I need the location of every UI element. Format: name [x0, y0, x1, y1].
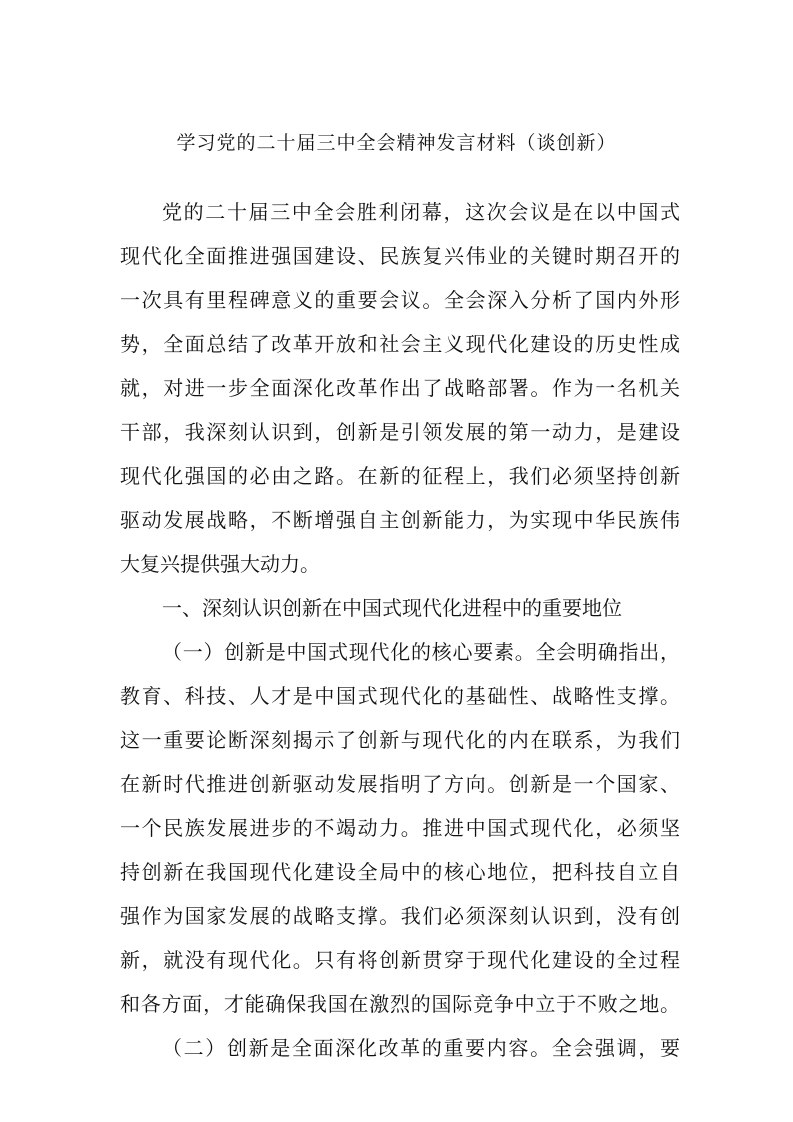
paragraph-line: 党的二十届三中全会胜利闭幕，这次会议是在以中国式 — [162, 200, 680, 224]
paragraph-line: 新，就没有现代化。只有将创新贯穿于现代化建设的全过程 — [120, 948, 680, 972]
paragraph-line: 一次具有里程碑意义的重要会议。全会深入分析了国内外形 — [120, 288, 680, 312]
paragraph-line: 教育、科技、人才是中国式现代化的基础性、战略性支撑。 — [120, 684, 680, 708]
paragraph-line: 持创新在我国现代化建设全局中的核心地位，把科技自立自 — [120, 860, 680, 884]
paragraph-line: 在新时代推进创新驱动发展指明了方向。创新是一个国家、 — [120, 772, 680, 796]
paragraph-line: 和各方面，才能确保我国在激烈的国际竞争中立于不败之地。 — [120, 992, 680, 1016]
paragraph-line: 这一重要论断深刻揭示了创新与现代化的内在联系，为我们 — [120, 728, 680, 752]
paragraph-line: 现代化强国的必由之路。在新的征程上，我们必须坚持创新 — [120, 464, 680, 488]
paragraph-line: 就，对进一步全面深化改革作出了战略部署。作为一名机关 — [120, 376, 680, 400]
paragraph-line: 干部，我深刻认识到，创新是引领发展的第一动力，是建设 — [120, 420, 680, 444]
paragraph-line: 一个民族发展进步的不竭动力。推进中国式现代化，必须坚 — [120, 816, 680, 840]
paragraph-line: 现代化全面推进强国建设、民族复兴伟业的关键时期召开的 — [120, 244, 680, 268]
paragraph-line: 驱动发展战略，不断增强自主创新能力，为实现中华民族伟 — [120, 508, 680, 532]
section-heading: 一、深刻认识创新在中国式现代化进程中的重要地位 — [162, 596, 622, 620]
paragraph-line: 强作为国家发展的战略支撑。我们必须深刻认识到，没有创 — [120, 904, 680, 928]
document-title: 学习党的二十届三中全会精神发言材料（谈创新） — [176, 132, 617, 154]
paragraph-line: 大复兴提供强大动力。 — [120, 552, 320, 576]
paragraph-line: （一）创新是中国式现代化的核心要素。全会明确指出， — [162, 640, 680, 664]
paragraph-line: 势，全面总结了改革开放和社会主义现代化建设的历史性成 — [120, 332, 680, 356]
paragraph-line: （二）创新是全面深化改革的重要内容。全会强调，要 — [162, 1036, 680, 1060]
